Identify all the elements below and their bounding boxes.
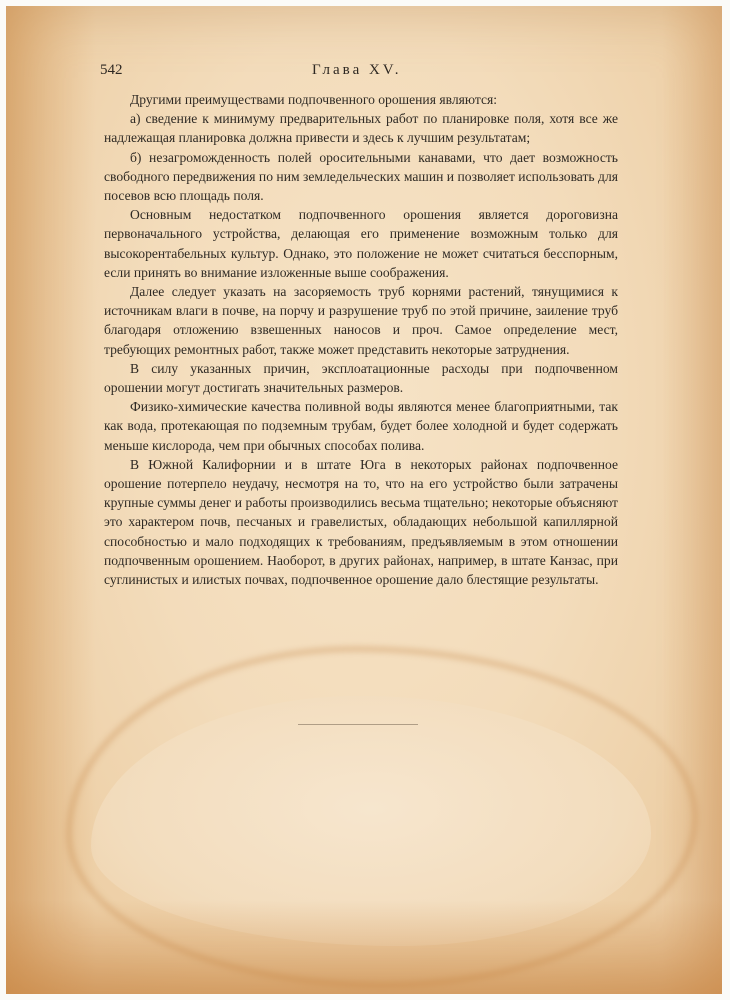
paragraph-pipe-clogging: Далее следует указать на засоряемость труб корнями растений, тянущимися к источникам влаги в почве, на порчу и разрушение труб по этой причине, заиление труб благодаря отложению взвешенных наносов и проч. Самое определение мест, требующих ремонтных работ, также может представить некоторые затруднения.	[104, 284, 618, 357]
paragraph-intro: Другими преимуществами подпочвенного орошения являются:	[130, 92, 498, 107]
chapter-title: Глава XV.	[312, 62, 402, 78]
aged-right-edge	[662, 6, 722, 994]
page-number: 542	[100, 62, 123, 78]
body-text	[104, 90, 618, 589]
paragraph-california: В Южной Калифорнии и в штате Юга в некоторых районах подпочвенное орошение потерпело неудачу, несмотря на то, что на его устройство были затрачены крупные суммы денег и работы производились весьма тщательно; некоторые объясняют это характером почв, песчаных и гравелистых, обладающих небольшой капиллярной способностью и мало подходящих к требованиям, предъявляемым в этом отношении подпочвенным орошением. Наоборот, в других районах, например, в штате Канзас, при суглинистых и илистых почвах, подпочвенное орошение дало блестящие результаты.	[104, 456, 618, 588]
aged-bottom-edge	[6, 900, 722, 994]
paragraph-item-b: б) незагроможденность полей оросительными канавами, что дает возможность свободного передвижения по ним земледельческих машин и позволяет использовать для посевов всю площадь поля.	[104, 149, 618, 204]
aged-left-edge	[6, 6, 96, 994]
paragraph-item-a: а) сведение к минимуму предварительных работ по планировке поля, хотя все же надлежащая планировка должна привести и здесь к лучшим результатам;	[104, 111, 618, 146]
paragraph-costs: В силу указанных причин, эксплоатационные расходы при подпочвенном орошении могут достигать значительных размеров.	[104, 360, 618, 396]
paragraph-water-quality: Физико-химические качества поливной воды являются менее благоприятными, так как вода, протекающая по подземным трубам, будет более холодной и будет содержать меньше кислорода, чем при обычных способах полива.	[104, 399, 618, 453]
section-end-rule	[298, 724, 418, 725]
paragraph-main-drawback: Основным недостатком подпочвенного орошения является дороговизна первоначального устройства, делающая его применение возможным только для высокорентабельных культур. Однако, это положение не может считаться бесспорным, если принять во внимание изложенные выше соображения.	[104, 207, 618, 280]
